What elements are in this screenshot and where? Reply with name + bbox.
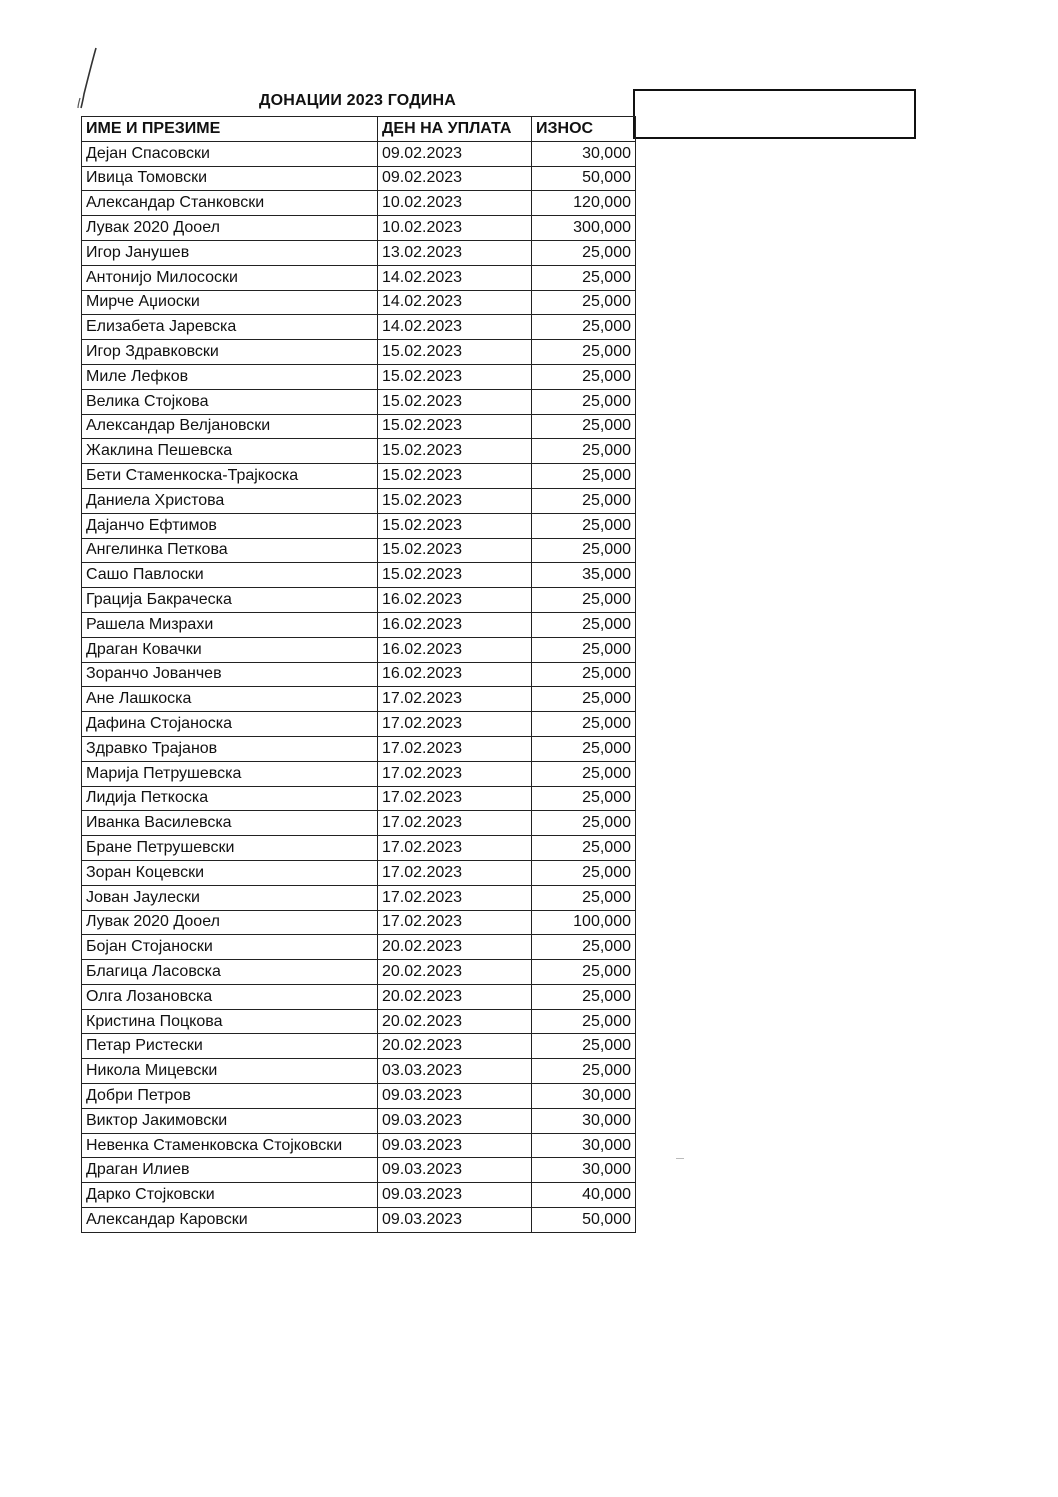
payment-date-cell: 15.02.2023 [378,439,532,464]
amount-cell: 30,000 [532,1084,636,1109]
table-row [82,1108,636,1133]
donations-table [81,116,636,1233]
amount-cell: 25,000 [532,712,636,737]
donor-name-cell: Грација Бакраческа [82,588,378,613]
amount-cell: 25,000 [532,389,636,414]
table-row [82,1009,636,1034]
amount-cell: 25,000 [532,364,636,389]
table-row [82,464,636,489]
amount-cell: 25,000 [532,984,636,1009]
donor-name-cell: Миле Лефков [82,364,378,389]
amount-cell: 25,000 [532,315,636,340]
table-row [82,1158,636,1183]
table-row [82,389,636,414]
payment-date-cell: 17.02.2023 [378,761,532,786]
table-row [82,588,636,613]
donor-name-cell: Здравко Трајанов [82,736,378,761]
payment-date-cell: 16.02.2023 [378,637,532,662]
amount-cell: 25,000 [532,662,636,687]
table-row [82,786,636,811]
payment-date-cell: 09.02.2023 [378,166,532,191]
amount-cell: 25,000 [532,439,636,464]
donor-name-cell: Никола Мицевски [82,1059,378,1084]
donor-name-cell: Даниела Христова [82,488,378,513]
donor-name-cell: Бране Петрушевски [82,836,378,861]
table-row [82,960,636,985]
table-row [82,240,636,265]
payment-date-cell: 16.02.2023 [378,612,532,637]
payment-date-cell: 15.02.2023 [378,340,532,365]
table-row [82,290,636,315]
donor-name-cell: Бојан Стојаноски [82,935,378,960]
table-row [82,612,636,637]
payment-date-cell: 09.03.2023 [378,1133,532,1158]
payment-date-cell: 17.02.2023 [378,786,532,811]
amount-cell: 100,000 [532,910,636,935]
amount-cell: 25,000 [532,340,636,365]
table-row [82,935,636,960]
donor-name-cell: Александар Велјановски [82,414,378,439]
amount-cell: 25,000 [532,860,636,885]
payment-date-cell: 14.02.2023 [378,315,532,340]
donor-name-cell: Ивица Томовски [82,166,378,191]
payment-date-cell: 20.02.2023 [378,935,532,960]
table-row [82,166,636,191]
table-row [82,885,636,910]
donor-name-cell: Дафина Стојаноска [82,712,378,737]
donor-name-cell: Елизабета Јаревска [82,315,378,340]
donor-name-cell: Невенка Стаменковска Стојковски [82,1133,378,1158]
amount-cell: 30,000 [532,141,636,166]
payment-date-cell: 09.03.2023 [378,1108,532,1133]
amount-cell: 30,000 [532,1133,636,1158]
amount-cell: 40,000 [532,1183,636,1208]
donor-name-cell: Ангелинка Петкова [82,538,378,563]
table-row [82,1208,636,1233]
donor-name-cell: Игор Јанушев [82,240,378,265]
amount-cell: 25,000 [532,290,636,315]
payment-date-cell: 20.02.2023 [378,1034,532,1059]
amount-cell: 25,000 [532,240,636,265]
amount-cell: 25,000 [532,836,636,861]
amount-cell: 30,000 [532,1158,636,1183]
table-row [82,439,636,464]
table-row [82,712,636,737]
table-row [82,637,636,662]
payment-date-cell: 17.02.2023 [378,736,532,761]
payment-date-cell: 15.02.2023 [378,364,532,389]
table-row [82,364,636,389]
amount-cell: 25,000 [532,488,636,513]
table-row [82,1133,636,1158]
document-title: ДОНАЦИИ 2023 ГОДИНА [258,92,457,109]
amount-cell: 25,000 [532,1034,636,1059]
amount-cell: 25,000 [532,736,636,761]
header-row [82,117,636,142]
donor-name-cell: Александар Каровски [82,1208,378,1233]
amount-cell: 25,000 [532,414,636,439]
table-row [82,1059,636,1084]
amount-cell: 25,000 [532,1059,636,1084]
table-row [82,141,636,166]
donor-name-cell: Велика Стојкова [82,389,378,414]
amount-cell: 35,000 [532,563,636,588]
amount-cell: 25,000 [532,687,636,712]
amount-cell: 25,000 [532,538,636,563]
donor-name-cell: Петар Ристески [82,1034,378,1059]
payment-date-cell: 15.02.2023 [378,464,532,489]
payment-date-cell: 15.02.2023 [378,513,532,538]
payment-date-cell: 16.02.2023 [378,662,532,687]
amount-cell: 25,000 [532,885,636,910]
donor-name-cell: Драган Илиев [82,1158,378,1183]
donor-name-cell: Дејан Спасовски [82,141,378,166]
payment-date-cell: 09.02.2023 [378,141,532,166]
amount-cell: 25,000 [532,513,636,538]
payment-date-cell: 03.03.2023 [378,1059,532,1084]
table-row [82,191,636,216]
amount-cell: 25,000 [532,612,636,637]
amount-cell: 25,000 [532,464,636,489]
donor-name-cell: Лидија Петкоска [82,786,378,811]
table-row [82,1034,636,1059]
amount-cell: 25,000 [532,786,636,811]
amount-cell: 25,000 [532,935,636,960]
donor-name-cell: Рашела Мизрахи [82,612,378,637]
payment-date-cell: 17.02.2023 [378,860,532,885]
amount-cell: 25,000 [532,761,636,786]
table-row [82,984,636,1009]
payment-date-cell: 10.02.2023 [378,191,532,216]
donor-name-cell: Виктор Јакимовски [82,1108,378,1133]
donor-name-cell: Зоранчо Јованчев [82,662,378,687]
payment-date-cell: 09.03.2023 [378,1158,532,1183]
donor-name-cell: Александар Станковски [82,191,378,216]
donor-name-cell: Антонијо Милососки [82,265,378,290]
payment-date-cell: 15.02.2023 [378,414,532,439]
donor-name-cell: Драган Ковачки [82,637,378,662]
table-row [82,860,636,885]
payment-date-cell: 14.02.2023 [378,265,532,290]
donor-name-cell: Олга Лозановска [82,984,378,1009]
table-row [82,340,636,365]
table-row [82,538,636,563]
table-row [82,488,636,513]
table-row [82,1183,636,1208]
payment-date-cell: 09.03.2023 [378,1183,532,1208]
amount-cell: 25,000 [532,960,636,985]
donor-name-cell: Лувак 2020 Дооел [82,216,378,241]
amount-cell: 50,000 [532,1208,636,1233]
scan-speck [676,1158,684,1159]
payment-date-cell: 20.02.2023 [378,1009,532,1034]
table-row [82,687,636,712]
table-row [82,414,636,439]
amount-cell: 25,000 [532,588,636,613]
payment-date-cell: 20.02.2023 [378,984,532,1009]
donor-name-cell: Зоран Коцевски [82,860,378,885]
payment-date-cell: 17.02.2023 [378,885,532,910]
donor-name-cell: Благица Ласовска [82,960,378,985]
header-amount: ИЗНОС [532,117,636,142]
table-row [82,736,636,761]
header-name: ИМЕ И ПРЕЗИМЕ [82,117,378,142]
payment-date-cell: 09.03.2023 [378,1208,532,1233]
amount-cell: 25,000 [532,1009,636,1034]
donor-name-cell: Иванка Василевска [82,811,378,836]
payment-date-cell: 17.02.2023 [378,910,532,935]
amount-cell: 300,000 [532,216,636,241]
table-row [82,662,636,687]
donor-name-cell: Игор Здравковски [82,340,378,365]
amount-cell: 25,000 [532,265,636,290]
table-row [82,563,636,588]
table-row [82,761,636,786]
payment-date-cell: 15.02.2023 [378,389,532,414]
donor-name-cell: Мирче Аџиоски [82,290,378,315]
donor-name-cell: Сашо Павлоски [82,563,378,588]
donor-name-cell: Кристина Поцкова [82,1009,378,1034]
table-row [82,513,636,538]
donor-name-cell: Лувак 2020 Дооел [82,910,378,935]
donor-name-cell: Бети Стаменкоска-Трајкоска [82,464,378,489]
table-row [82,1084,636,1109]
amount-cell: 25,000 [532,811,636,836]
header-date: ДЕН НА УПЛАТА [378,117,532,142]
payment-date-cell: 17.02.2023 [378,687,532,712]
payment-date-cell: 15.02.2023 [378,563,532,588]
payment-date-cell: 16.02.2023 [378,588,532,613]
payment-date-cell: 09.03.2023 [378,1084,532,1109]
donor-name-cell: Дајанчо Ефтимов [82,513,378,538]
amount-cell: 30,000 [532,1108,636,1133]
payment-date-cell: 17.02.2023 [378,811,532,836]
payment-date-cell: 13.02.2023 [378,240,532,265]
amount-cell: 25,000 [532,637,636,662]
table-row [82,216,636,241]
table-row [82,910,636,935]
table-row [82,265,636,290]
payment-date-cell: 10.02.2023 [378,216,532,241]
donor-name-cell: Дарко Стојковски [82,1183,378,1208]
table-row [82,811,636,836]
donor-name-cell: Јован Јаулески [82,885,378,910]
donor-name-cell: Добри Петров [82,1084,378,1109]
amount-cell: 120,000 [532,191,636,216]
table-row [82,315,636,340]
payment-date-cell: 15.02.2023 [378,538,532,563]
payment-date-cell: 17.02.2023 [378,712,532,737]
amount-cell: 50,000 [532,166,636,191]
payment-date-cell: 17.02.2023 [378,836,532,861]
donor-name-cell: Ане Лашкоска [82,687,378,712]
donor-name-cell: Жаклина Пешевска [82,439,378,464]
payment-date-cell: 15.02.2023 [378,488,532,513]
table-row [82,836,636,861]
empty-box [633,89,916,139]
donor-name-cell: Марија Петрушевска [82,761,378,786]
payment-date-cell: 14.02.2023 [378,290,532,315]
payment-date-cell: 20.02.2023 [378,960,532,985]
